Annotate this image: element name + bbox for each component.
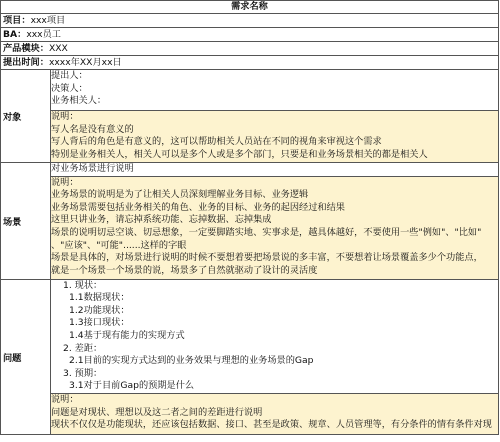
meta-row-module (1, 42, 499, 56)
object-note-cell[interactable] (51, 111, 499, 163)
meta-ba-value: xxx员工 (26, 29, 61, 40)
scene-intro: 对业务场景进行说明 (51, 163, 134, 174)
scene-row (1, 163, 499, 177)
meta-module-cell[interactable] (1, 42, 499, 56)
meta-project-cell[interactable] (1, 14, 499, 28)
scene-intro-cell[interactable] (51, 163, 499, 177)
problem-outline-item: 2.1目前的实现方式达到的业务效果与理想的业务场景的Gap (69, 355, 314, 367)
problem-note-line: 问题是对现状、理想以及这二者之间的差距进行说明 (51, 406, 263, 418)
scene-note-line: 场景的说明切忌空谈、切忌想象，一定要脚踏实地、实事求是，越具体越好，不要使用一些"例如"、"比如" (51, 226, 482, 238)
problem-note-line: 现状不仅仅是功能现状，还应该包括数据、接口、甚至是政策、规章、人员管理等，有分条件的情有条件对现 (51, 419, 492, 431)
scene-note-line: 场景是具体的，对场景进行说明的时候不要想着要把场景说的多丰富，不要想着让场景覆盖多少个功能点， (51, 252, 483, 264)
meta-ba-cell[interactable] (1, 28, 499, 42)
scene-note-line: 说明： (51, 176, 79, 188)
meta-ba-label: BA： (3, 29, 27, 40)
meta-date-cell[interactable] (1, 56, 499, 70)
scene-note-cell[interactable] (51, 176, 499, 279)
problem-row (1, 279, 499, 393)
object-row (1, 70, 499, 111)
scene-note-line: 这里只讲业务，请忘掉系统功能、忘掉数据、忘掉集成 (51, 214, 272, 226)
meta-project-label: 项目： (3, 15, 31, 26)
object-note-line: 说明： (51, 111, 79, 122)
object-note-line: 写人名是没有意义的 (51, 123, 134, 135)
meta-date-value: xxxx年XX月xx日 (48, 57, 122, 68)
problem-label: 问题 (1, 279, 51, 434)
meta-row-ba (1, 28, 499, 42)
meta-date-label: 提出时间： (3, 57, 49, 68)
object-note-line: 写人背后的角色是有意义的，这可以帮助相关人员站在不同的视角来审视这个需求 (51, 136, 382, 148)
meta-module-value: XXX (48, 43, 68, 54)
meta-row-project (1, 14, 499, 28)
object-note-row (1, 111, 499, 163)
object-field-proposer: 提出人： (51, 70, 88, 81)
title-row (1, 1, 499, 14)
meta-row-date (1, 56, 499, 70)
object-label: 对象 (1, 70, 51, 163)
scene-note-line: 业务场景需要包括业务相关的角色、业务的目标、业务的起因经过和结果 (51, 201, 345, 213)
problem-outline-item: 1.2功能现状： (69, 304, 130, 316)
scene-note-row (1, 176, 499, 279)
sheet-title: 需求名称 (1, 1, 499, 14)
problem-note-line: 说明： (51, 393, 79, 405)
problem-outline-item: 2. 差距： (63, 342, 103, 354)
object-fields-cell[interactable] (51, 70, 499, 111)
problem-outline-item: 3. 预期： (63, 367, 103, 379)
object-note-line: 特别是业务相关人，相关人可以是多个人或是多个部门，只要是和业务场景相关的都是相关人 (51, 148, 428, 160)
problem-note-cell[interactable] (51, 393, 499, 434)
problem-outline-item: 1.1数据现状： (69, 292, 130, 304)
scene-note-line: 就是一个场景一个场景的说，场景多了自然就驱动了设计的灵活度 (51, 264, 318, 276)
object-field-decider: 决策人： (51, 82, 88, 94)
problem-outline-item: 3.1对于目前Gap的预期是什么 (69, 380, 195, 392)
scene-note-line: 业务场景的说明是为了让相关人员深刻理解业务目标、业务逻辑 (51, 189, 309, 201)
meta-module-label: 产品模块： (3, 43, 49, 54)
problem-outline-item: 1.4基于现有能力的实现方式 (69, 329, 185, 341)
scene-note-line: 、"应该"、"可能"......这样的字眼 (51, 239, 187, 251)
problem-note-row (1, 393, 499, 434)
problem-outline-item: 1. 现状： (63, 279, 103, 291)
problem-outline-cell[interactable] (51, 279, 499, 393)
object-field-stakeholder: 业务相关人： (51, 95, 107, 107)
scene-label: 场景 (1, 163, 51, 280)
problem-outline-item: 1.3接口现状： (69, 317, 130, 329)
meta-project-value: xxx项目 (30, 15, 66, 26)
